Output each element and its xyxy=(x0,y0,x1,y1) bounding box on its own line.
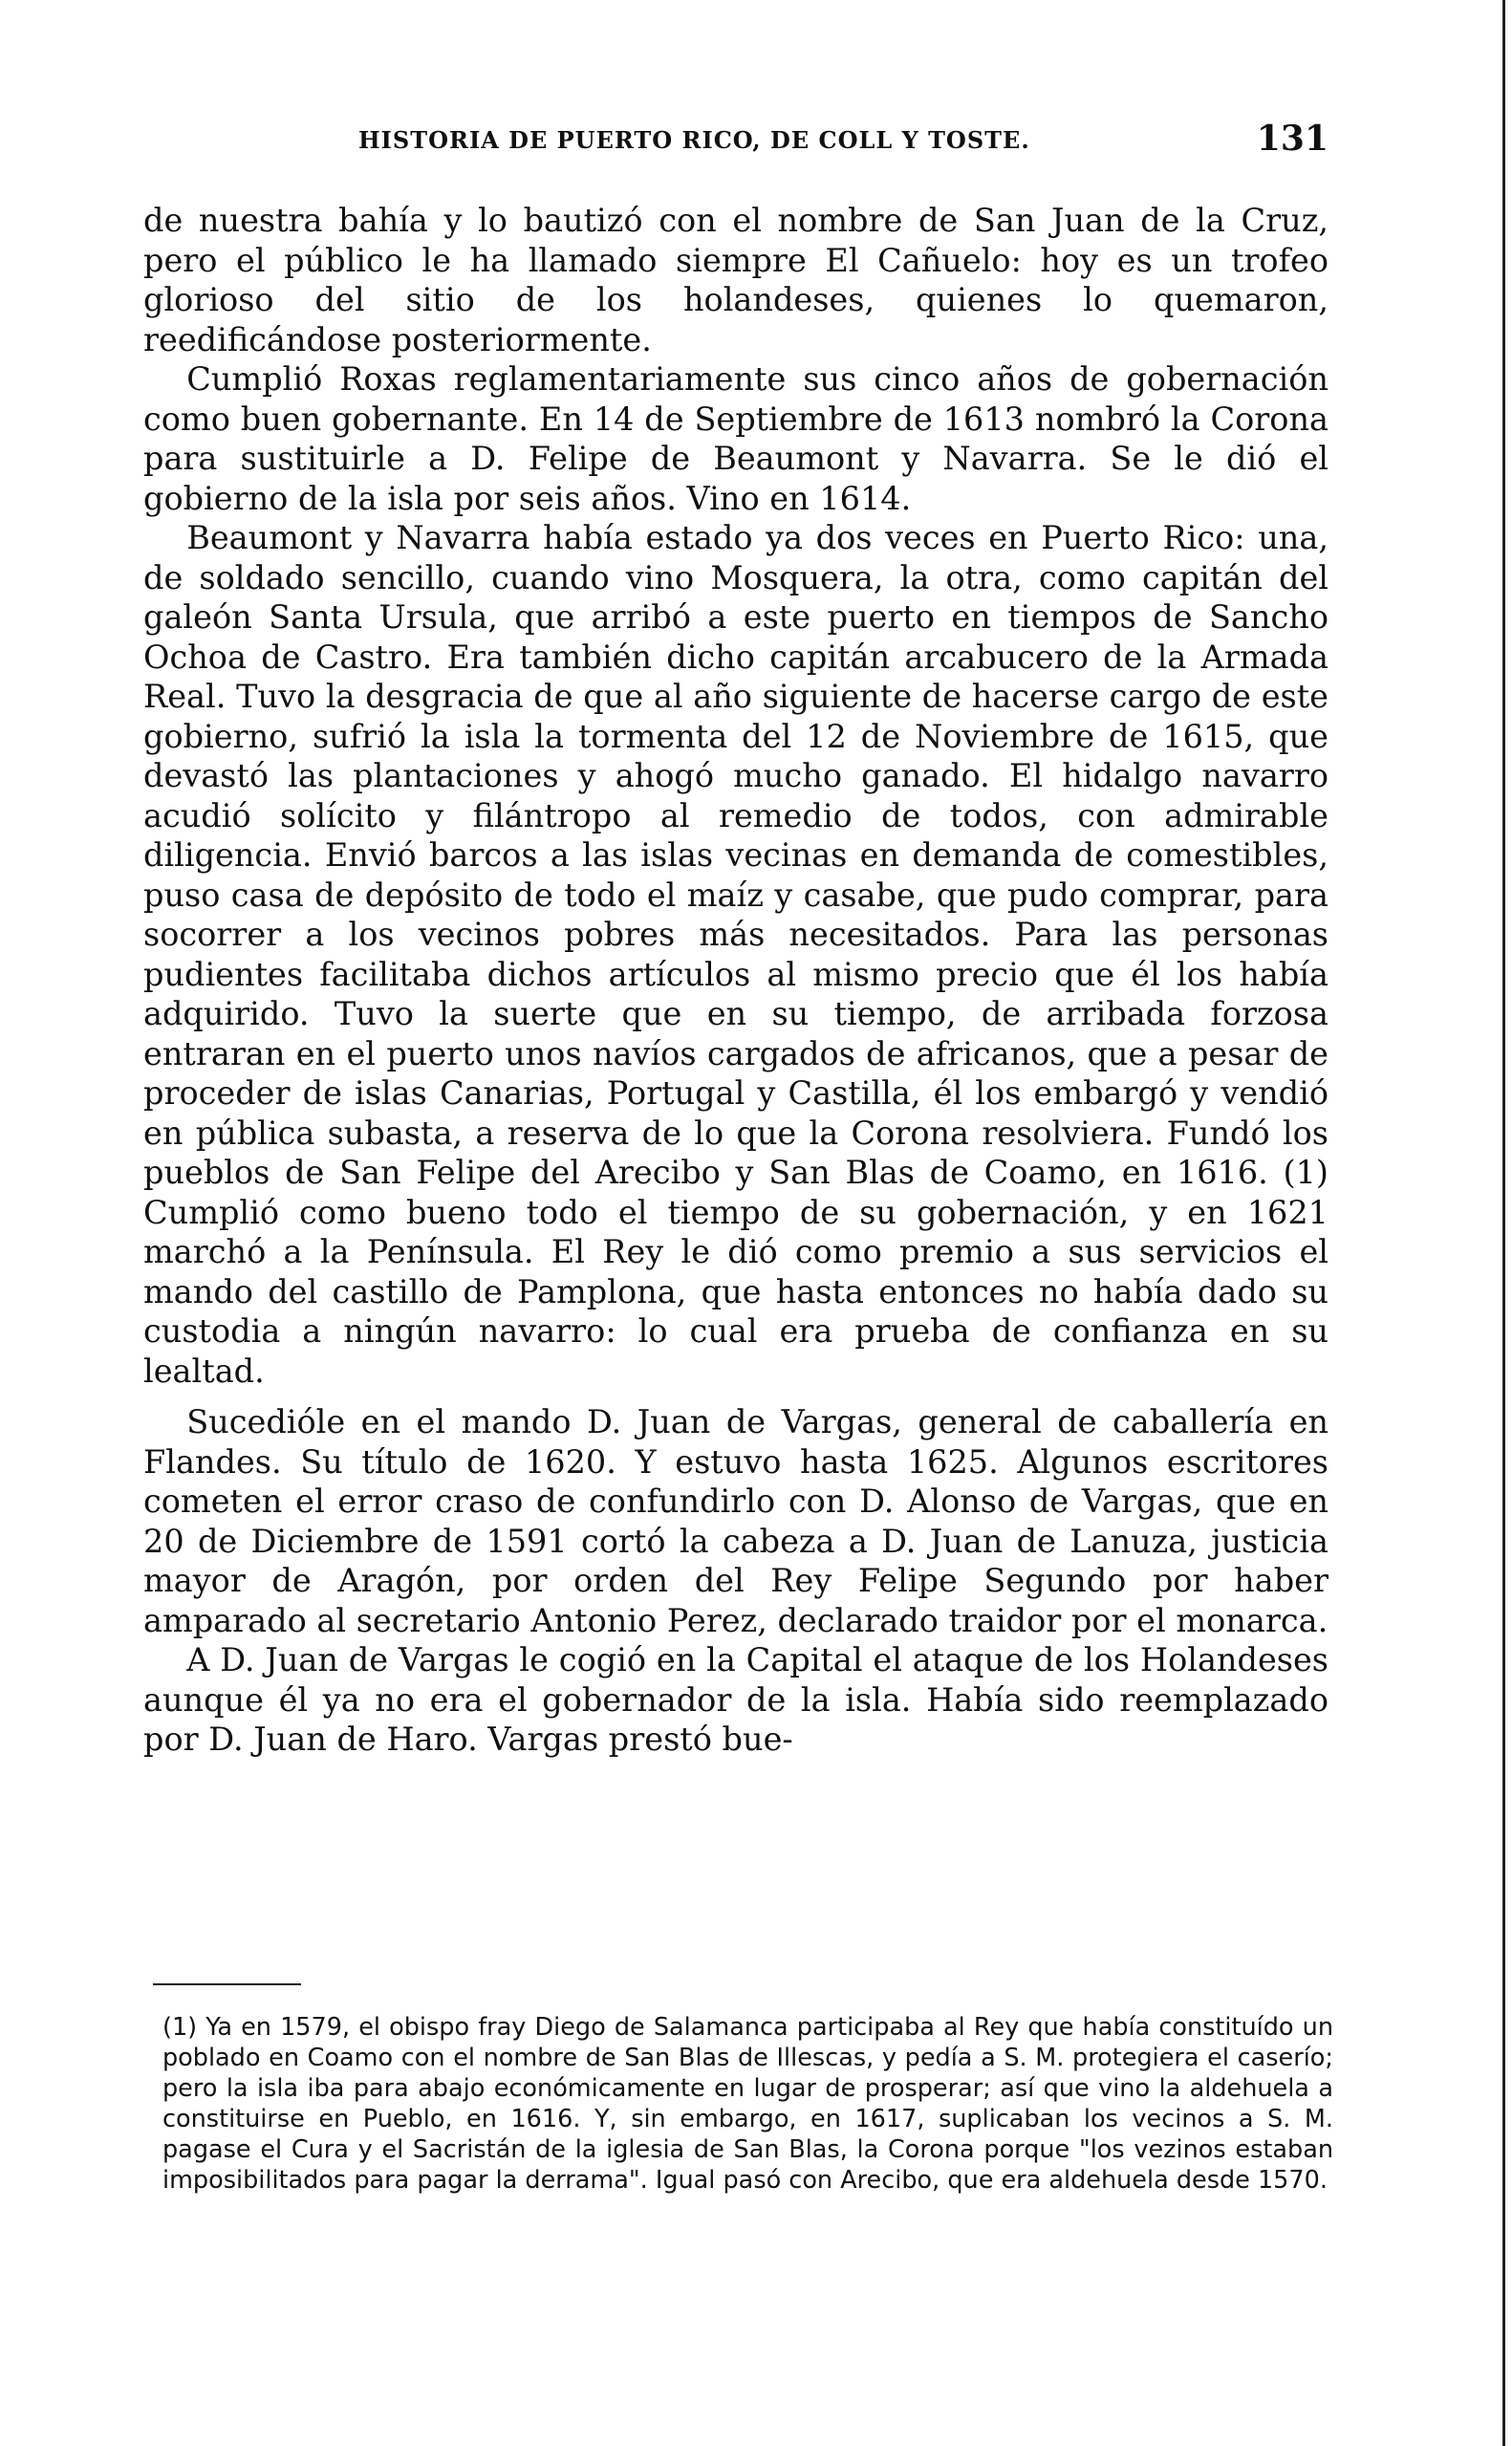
body-text xyxy=(143,201,1328,1760)
paragraph-4: Sucedióle en el mando D. Juan de Vargas, general de caballería en Flandes. Su título de 1620. Y estuvo hasta 1625. Algunos escritores cometen el error craso de confundirlo con D. Alonso de Vargas, que en 20 de Diciembre de 1591 cortó la cabeza a D. Juan de Lanuza, justicia mayor de Aragón, por orden del Rey Felipe Segundo por haber amparado al secretario Antonio Perez, declarado traidor por el monarca. xyxy=(143,1403,1328,1639)
paragraph-1: de nuestra bahía y lo bautizó con el nombre de San Juan de la Cruz, pero el público le ha llamado siempre El Cañuelo: hoy es un trofeo glorioso del sitio de los holandeses, quienes lo quemaron, reedificándose posteriormente. xyxy=(143,202,1328,358)
page-number: 131 xyxy=(1256,119,1328,159)
running-head xyxy=(143,113,1328,170)
paragraph-3: Beaumont y Navarra había estado ya dos veces en Puerto Rico: una, de soldado sencillo, cuando vino Mosquera, la otra, como capitán del galeón Santa Ursula, que arribó a este puerto en tiempos de Sancho Ochoa de Castro. Era también dicho capitán arcabucero de la Armada Real. Tuvo la desgracia de que al año siguiente de hacerse cargo de este gobierno, sufrió la isla la tormenta del 12 de Noviembre de 1615, que devastó las plantaciones y ahogó mucho ganado. El hidalgo navarro acudió solícito y filántropo al remedio de todos, con admirable diligencia. Envió barcos a las islas vecinas en demanda de comestibles, puso casa de depósito de todo el maíz y casabe, que pudo comprar, para socorrer a los vecinos pobres más necesitados. Para las personas pudientes facilitaba dichos artículos al mismo precio que él los había adquirido. Tuvo la suerte que en su tiempo, de arribada forzosa entraran en el puerto unos navíos cargados de africanos, que a pesar de proceder de islas Canarias, Portugal y Castilla, él los embargó y vendió en pública subasta, a reserva de lo que la Corona resolviera. Fundó los pueblos de San Felipe del Arecibo y San Blas de Coamo, en 1616. (1) Cumplió como bueno todo el tiempo de su gobernación, y en 1621 marchó a la Península. El Rey le dió como premio a sus servicios el mando del castillo de Pamplona, que hasta entonces no había dado su custodia a ningún navarro: lo cual era prueba de confianza en su lealtad. xyxy=(143,519,1328,1390)
paragraph-2: Cumplió Roxas reglamentariamente sus cinco años de gobernación como buen gobernante. En 14 de Septiembre de 1613 nombró la Corona para sustituirle a D. Felipe de Beaumont y Navarra. Se le dió el gobierno de la isla por seis años. Vino en 1614. xyxy=(143,360,1328,517)
paragraph-5: A D. Juan de Vargas le cogió en la Capital el ataque de los Holandeses aunque él ya no era el gobernador de la isla. Había sido reemplazado por D. Juan de Haro. Vargas prestó bue- xyxy=(143,1641,1328,1758)
footnote-rule xyxy=(153,1983,301,1985)
footnote-1: (1) Ya en 1579, el obispo fray Diego de Salamanca participaba al Rey que había constituído un poblado en Coamo con el nombre de San Blas de Illescas, y pedía a S. M. protegiera el caserío; pero la isla iba para abajo económicamente en lugar de prosperar; así que vino la aldehuela a constituirse en Pueblo, en 1616. Y, sin embargo, en 1617, suplicaban los vecinos a S. M. pagase el Cura y el Sacristán de la iglesia de San Blas, la Corona porque "los vezinos estaban imposibilitados para pagar la derrama". Igual pasó con Arecibo, que era aldehuela desde 1570. xyxy=(162,2013,1333,2195)
page-edge-line xyxy=(1502,0,1505,2446)
footnotes xyxy=(162,2012,1333,2196)
running-title: HISTORIA DE PUERTO RICO, DE COLL Y TOSTE. xyxy=(358,126,1030,154)
